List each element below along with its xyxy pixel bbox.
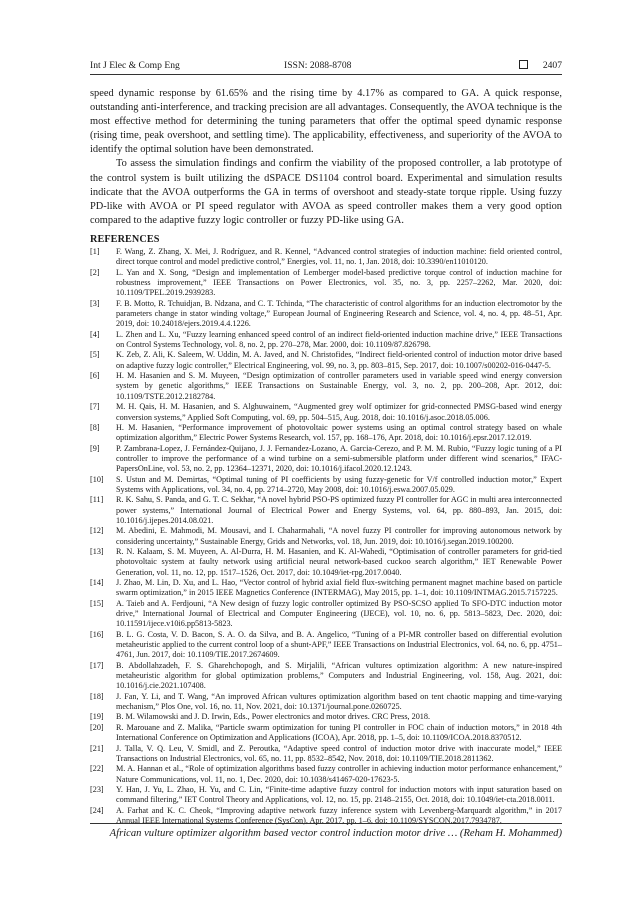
reference-number: [10] — [90, 474, 104, 484]
reference-number: [12] — [90, 526, 104, 536]
reference-text: B. L. G. Costa, V. D. Bacon, S. A. O. da Silva, and B. A. Angelico, “Tuning of a PI-MR controller based on differential evolution metaheuristic applied to the current control loop of a shunt-APF,” IEEE Transactions on Industrial Electronics, vol. 64, no. 6, pp. 4751–4761, Jun. 2017, doi: 10.1109/TIE.2017.2674609. — [116, 629, 562, 660]
reference-number: [1] — [90, 247, 100, 256]
reference-number: [6] — [90, 371, 100, 381]
reference-text: F. Wang, Z. Zhang, X. Mei, J. Rodríguez, and R. Kennel, “Advanced control strategies of induction machine: field oriented control, direct torque control and model predictive control,” Energies, vol. 11, no. 1, Jan. 2018, doi: 10.3390/en11010120. — [116, 247, 562, 267]
reference-item — [90, 268, 562, 299]
page-number: 2407 — [542, 60, 562, 71]
reference-item — [90, 744, 562, 765]
reference-text: L. Zhen and L. Xu, “Fuzzy learning enhanced speed control of an indirect field-oriented induction machine drive,” IEEE Transactions on Control Systems Technology, vol. 8, no. 2, pp. 270–278, Mar. 2000, doi: 10.1109/87.826798. — [116, 329, 562, 350]
reference-item — [90, 599, 562, 630]
reference-text: S. Ustun and M. Demirtas, “Optimal tuning of PI coefficients by using fuzzy-genetic for V/f controlled induction motor,” Expert Systems with Applications, vol. 34, no. 4, pp. 2714–2720, May 2008, doi: 10.1016/j.eswa.2007.05.029. — [116, 474, 562, 494]
footer-divider — [90, 823, 562, 824]
references-heading: REFERENCES — [90, 234, 160, 245]
reference-item — [90, 402, 562, 423]
reference-item — [90, 371, 562, 402]
reference-text: B. Abdollahzadeh, F. S. Gharehchopogh, and S. Mirjalili, “African vultures optimization algorithm: A new nature-inspired metaheuristic algorithm for global optimization problems,” Computers and Industrial Engineering, vol. 158, Aug. 2021, doi: 10.1016/j.cie.2021.107408. — [116, 660, 562, 691]
reference-number: [5] — [90, 350, 100, 360]
page-footer: African vulture optimizer algorithm based vector control induction motor drive … (Reham H. Mohammed) — [109, 828, 562, 839]
reference-text: M. Abedini, E. Mahmodi, M. Mousavi, and I. Chaharmahali, “A novel fuzzy PI controller for improving autonomous network by considering uncertainty,” Sustainable Energy, Grids and Networks, vol. 18, Jun. 2019, doi: 10.1016/j.segan.2019.100200. — [116, 526, 562, 546]
header-divider — [90, 74, 562, 75]
reference-item — [90, 475, 562, 496]
reference-number: [11] — [90, 495, 104, 505]
reference-item — [90, 526, 562, 547]
reference-item — [90, 330, 562, 351]
reference-item — [90, 444, 562, 475]
reference-number: [23] — [90, 784, 104, 794]
reference-text: A. Farhat and K. C. Cheok, “Improving adaptive network fuzzy inference system with Levenberg-Marquardt algorithm,” in 2017 Annual IEEE International Systems Conference (SysCon), Apr. 2017, pp. 1–6, doi: 10.1109/SYSCON.2017.7934787. — [116, 805, 562, 825]
reference-number: [20] — [90, 722, 104, 732]
reference-number: [3] — [90, 298, 100, 308]
reference-text: P. Zambrana-Lopez, J. Fernández-Quijano, J. J. Fernandez-Lozano, A. Garcia-Cerezo, and P. M. M. Rubio, “Fuzzy logic tuning of a PI controller to improve the performance of a wind turbine on a semi-submersible platform under different wind scenarios,” IFAC-PapersOnLine, vol. 53, no. 2, pp. 12364–12371, 2020, doi: 10.1016/j.ifacol.2020.12.1243. — [116, 443, 562, 474]
reference-number: [16] — [90, 629, 104, 639]
reference-text: H. M. Hasanien, “Performance improvement of photovoltaic power systems using an optimal control strategy based on whale optimization algorithm,” Electric Power Systems Research, vol. 157, pp. 168–176, Apr. 2018, doi: 10.1016/j.epsr.2017.12.019. — [116, 422, 562, 443]
reference-number: [14] — [90, 578, 104, 587]
reference-text: J. Zhao, M. Lin, D. Xu, and L. Hao, “Vector control of hybrid axial field flux-switching permanent magnet machine based on particle swarm optimization,” in 2015 IEEE Magnetics Conference (INTERMAG), May 2015, pp. 1–1, doi: 10.1109/INTMAG.2015.7157225. — [116, 578, 562, 598]
issn-label: ISSN: 2088-8708 — [284, 60, 352, 71]
reference-item — [90, 578, 562, 599]
reference-item — [90, 723, 562, 744]
reference-list — [90, 247, 562, 826]
reference-text: H. M. Hasanien and S. M. Muyeen, “Design optimization of controller parameters used in variable speed wind energy conversion system by genetic algorithms,” IEEE Transactions on Sustainable Energy, vol. 3, no. 2, pp. 200–208, Apr. 2012, doi: 10.1109/TSTE.2012.2182784. — [116, 371, 562, 401]
reference-item — [90, 785, 562, 806]
reference-number: [21] — [90, 743, 104, 753]
reference-text: R. K. Sahu, S. Panda, and G. T. C. Sekhar, “A novel hybrid PSO-PS optimized fuzzy PI controller for AGC in multi area interconnected power systems,” International Journal of Electrical Power and Energy Systems, vol. 64, pp. 880–893, Jan. 2015, doi: 10.1016/j.ijepes.2014.08.021. — [116, 495, 562, 525]
paragraph-1: speed dynamic response by 61.65% and the rising time by 4.17% as compared to GA. A quick response, outstanding anti-interference, and tracking precision are all advantages. Consequently, the AVOA technique is the most effective method for determining the tuning parameters that offer the optimal speed dynamic response (rising time, peak overshoot, and settling time). The applicability, effectiveness, and superiority of the AVOA to identify the optimal solution have been demonstrated. — [90, 88, 562, 156]
reference-number: [15] — [90, 598, 104, 608]
reference-item — [90, 350, 562, 371]
reference-text: J. Talla, V. Q. Leu, V. Smidl, and Z. Peroutka, “Adaptive speed control of induction motor drive with inaccurate model,” IEEE Transactions on Industrial Electronics, vol. 65, no. 11, pp. 8532–8542, Nov. 2018, doi: 10.1109/TIE.2018.2811362. — [116, 743, 562, 763]
reference-item — [90, 299, 562, 330]
body-text — [90, 87, 562, 228]
reference-text: A. Taieb and A. Ferdjouni, “A New design of fuzzy logic controller optimized By PSO-SCSO applied To SFO-DTC induction motor drive,” International Journal of Electrical and Computer Engineering (IJECE), vol. 10, no. 6, pp. 5813–5823, Dec. 2020, doi: 10.11591/ijece.v10i6.pp5813-5823. — [116, 598, 562, 629]
reference-number: [9] — [90, 443, 100, 453]
reference-text: K. Zeb, Z. Ali, K. Saleem, W. Uddin, M. A. Javed, and N. Christofides, “Indirect field-oriented control of induction motor drive based on adaptive fuzzy logic controller,” Electrical Engineering, vol. 99, no. 3, pp. 803–815, Sep. 2017, doi: 10.1007/s00202-016-0447-5. — [116, 350, 562, 370]
reference-item — [90, 661, 562, 692]
reference-text: R. Marouane and Z. Malika, “Particle swarm optimization for tuning PI controller in FOC chain of induction motors,” in 2018 4th International Conference on Optimization and Applications (ICOA), Apr. 2018, pp. 1–5, doi: 10.1109/ICOA.2018.8370512. — [116, 722, 562, 743]
reference-number: [17] — [90, 660, 104, 670]
reference-number: [22] — [90, 764, 104, 774]
reference-number: [7] — [90, 402, 100, 412]
reference-item — [90, 712, 562, 722]
reference-number: [19] — [90, 712, 104, 722]
reference-text: L. Yan and X. Song, “Design and implementation of Lemberger model-based predictive torque control of induction machine for robustness improvement,” IEEE Transactions on Power Electronics, vol. 35, no. 3, pp. 2257–2262, Mar. 2020, doi: 10.1109/TPEL.2019.2939283. — [116, 267, 562, 298]
reference-number: [8] — [90, 422, 100, 432]
reference-number: [4] — [90, 329, 100, 339]
reference-text: R. N. Kalaam, S. M. Muyeen, A. Al-Durra, H. M. Hasanien, and K. Al-Wahedi, “Optimisation of controller parameters for grid-tied photovoltaic system at faulty network using artificial neural network-based cuckoo search algorithm,” IET Renewable Power Generation, vol. 11, no. 12, pp. 1517–1526, Oct. 2017, doi: 10.1049/iet-rpg.2017.0040. — [116, 546, 562, 577]
journal-name: Int J Elec & Comp Eng — [90, 60, 180, 71]
reference-number: [2] — [90, 267, 100, 277]
reference-text: M. H. Qais, H. M. Hasanien, and S. Alghuwainem, “Augmented grey wolf optimizer for grid-connected PMSG-based wind energy conversion systems,” Applied Soft Computing, vol. 69, pp. 504–515, Aug. 2018, doi: 10.1016/j.asoc.2018.05.006. — [116, 402, 562, 422]
reference-number: [24] — [90, 805, 104, 815]
reference-item — [90, 764, 562, 785]
page-number-group — [519, 60, 562, 71]
paragraph-2: To assess the simulation findings and confirm the viability of the proposed controller, a lab prototype of the control system is built utilizing the dSPACE DS1104 control board. Experimental and simulation results indicate that the AVOA outperforms the GA in terms of overshoot and steady-state torque ripple. Using fuzzy PD-like with AVOA or PI speed regulator with AVOA as speed controller makes them a very good option compared to the adaptive fuzzy logic controller or fuzzy PD-like using GA. — [90, 158, 562, 226]
reference-item — [90, 547, 562, 578]
reference-number: [13] — [90, 546, 104, 556]
reference-item — [90, 247, 562, 268]
reference-item — [90, 630, 562, 661]
square-box-icon — [519, 60, 528, 69]
reference-item — [90, 423, 562, 444]
reference-text: J. Fan, Y. Li, and T. Wang, “An improved African vultures optimization algorithm based on tent chaotic mapping and time-varying mechanism,” Plos One, vol. 16, no. 11, Nov. 2021, doi: 10.1371/journal.pone.0260725. — [116, 691, 562, 712]
reference-text: Y. Han, J. Yu, L. Zhao, H. Yu, and C. Lin, “Finite-time adaptive fuzzy control for induction motors with input saturation based on command filtering,” IET Control Theory and Applications, vol. 12, no. 15, pp. 2148–2155, Oct. 2018, doi: 10.1049/iet-cta.2018.0011. — [116, 784, 562, 805]
reference-number: [18] — [90, 691, 104, 701]
reference-text: M. A. Hannan et al., “Role of optimization algorithms based fuzzy controller in achieving induction motor performance enhancement,” Nature Communications, vol. 11, no. 1, Dec. 2020, doi: 10.1038/s41467-020-17623-5. — [116, 764, 562, 784]
reference-item — [90, 692, 562, 713]
reference-item — [90, 495, 562, 526]
reference-text: F. B. Motto, R. Tchuidjan, B. Ndzana, and C. T. Tchinda, “The characteristic of control algorithms for an induction electromotor by the parameters change in stator winding voltage,” European Journal of Engineering Research and Science, vol. 4, no. 4, pp. 48–51, Apr. 2019, doi: 10.24018/ejers.2019.4.4.1226. — [116, 298, 562, 329]
reference-text: B. M. Wilamowski and J. D. Irwin, Eds., Power electronics and motor drives. CRC Press, 2018. — [116, 712, 431, 722]
